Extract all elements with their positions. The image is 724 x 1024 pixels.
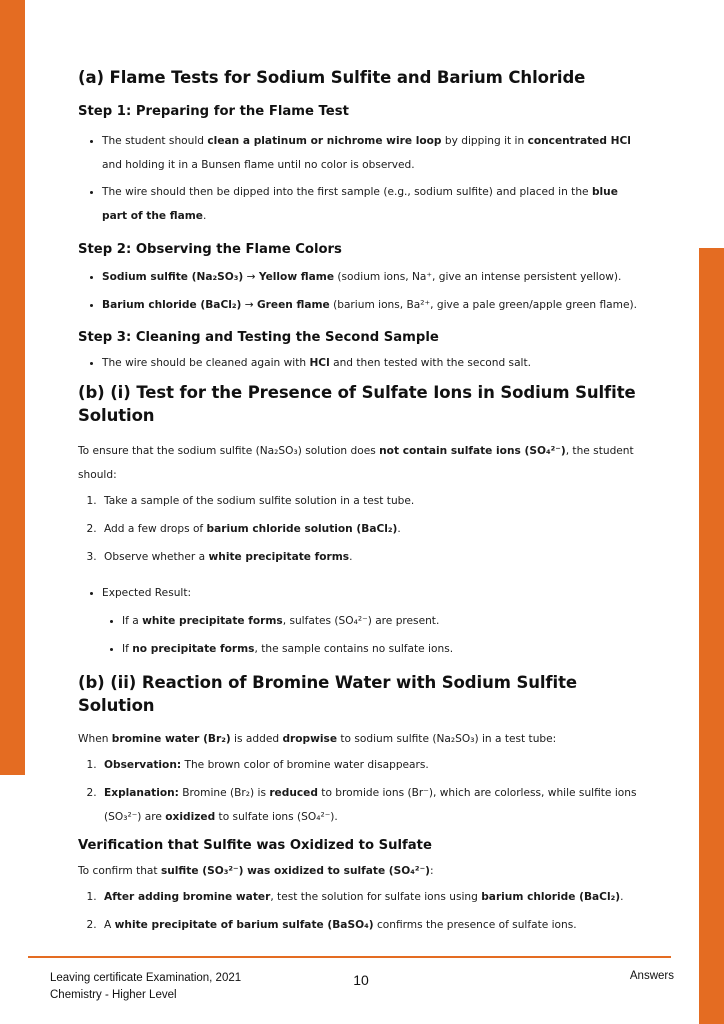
footer-exam-title: Leaving certificate Examination, 2021 (50, 972, 242, 984)
section-bii-title: (b) (ii) Reaction of Bromine Water with Sodium Sulfite Solution (78, 673, 577, 715)
section-a-title: (a) Flame Tests for Sodium Sulfite and Barium Chloride (78, 68, 586, 87)
page-number: 10 (353, 972, 369, 988)
list-item: 1. Take a sample of the sodium sulfite solution in a test tube. (100, 489, 638, 513)
list-item: 1. After adding bromine water, test the solution for sulfate ions using barium chloride (BaCl₂). (100, 885, 638, 909)
list-item: 1. Observation: The brown color of bromine water disappears. (100, 753, 638, 777)
list-item: • The student should clean a platinum or nichrome wire loop by dipping it in concentrated HCl and holding it in a Bunsen flame until no color is observed. (102, 129, 638, 177)
section-bi-steps (78, 489, 638, 569)
step3-heading: Step 3: Cleaning and Testing the Second Sample (78, 330, 439, 345)
step3-list (78, 351, 638, 375)
list-item: 3. Observe whether a white precipitate forms. (100, 545, 638, 569)
verification-intro: To confirm that sulfite (SO₃²⁻) was oxidized to sulfate (SO₄²⁻): (78, 865, 434, 877)
list-item: • If no precipitate forms, the sample contains no sulfate ions. (122, 637, 638, 661)
step2-heading: Step 2: Observing the Flame Colors (78, 242, 342, 257)
list-item: 2. Add a few drops of barium chloride solution (BaCl₂). (100, 517, 638, 541)
footer-section-label: Answers (629, 970, 674, 982)
list-item: • Barium chloride (BaCl₂) → Green flame (barium ions, Ba²⁺, give a pale green/apple green flame). (102, 293, 638, 317)
list-item: 2. Explanation: Bromine (Br₂) is reduced to bromide ions (Br⁻), which are colorless, while sulfite ions (SO₃²⁻) are oxidized to sulfate ions (SO₄²⁻). (100, 781, 638, 829)
footer-subject: Chemistry - Higher Level (50, 989, 177, 1001)
list-item: • The wire should then be dipped into the first sample (e.g., sodium sulfite) and placed in the blue part of the flame. (102, 180, 638, 228)
section-bii-steps (78, 753, 638, 829)
step1-list (78, 129, 638, 228)
step1-heading: Step 1: Preparing for the Flame Test (78, 104, 349, 119)
verification-heading: Verification that Sulfite was Oxidized to Sulfate (78, 838, 432, 853)
footer-divider (28, 956, 671, 958)
list-item: • If a white precipitate forms, sulfates (SO₄²⁻) are present. (122, 609, 638, 633)
list-item: • Expected Result: • If a white precipitate forms, sulfates (SO₄²⁻) are present. • If no precipitate forms, the sample contains no sulfate ions. (102, 581, 638, 661)
list-item: • Sodium sulfite (Na₂SO₃) → Yellow flame (sodium ions, Na⁺, give an intense persistent yellow). (102, 265, 638, 289)
section-bi-intro: To ensure that the sodium sulfite (Na₂SO₃) solution does not contain sulfate ions (SO₄²⁻), the student should: (78, 445, 634, 481)
step2-list (78, 265, 638, 317)
page-content (78, 66, 638, 937)
list-item: • The wire should be cleaned again with HCl and then tested with the second salt. (102, 351, 638, 375)
verification-steps (78, 885, 638, 937)
section-bii-intro: When bromine water (Br₂) is added dropwise to sodium sulfite (Na₂SO₃) in a test tube: (78, 733, 557, 745)
expected-result-list (78, 581, 638, 661)
right-accent-bar (699, 248, 724, 1024)
section-bi-title: (b) (i) Test for the Presence of Sulfate Ions in Sodium Sulfite Solution (78, 383, 636, 425)
list-item: 2. A white precipitate of barium sulfate (BaSO₄) confirms the presence of sulfate ions. (100, 913, 638, 937)
left-accent-bar (0, 0, 25, 775)
footer-exam-info (50, 970, 241, 1004)
expected-result-sublist (102, 609, 638, 661)
